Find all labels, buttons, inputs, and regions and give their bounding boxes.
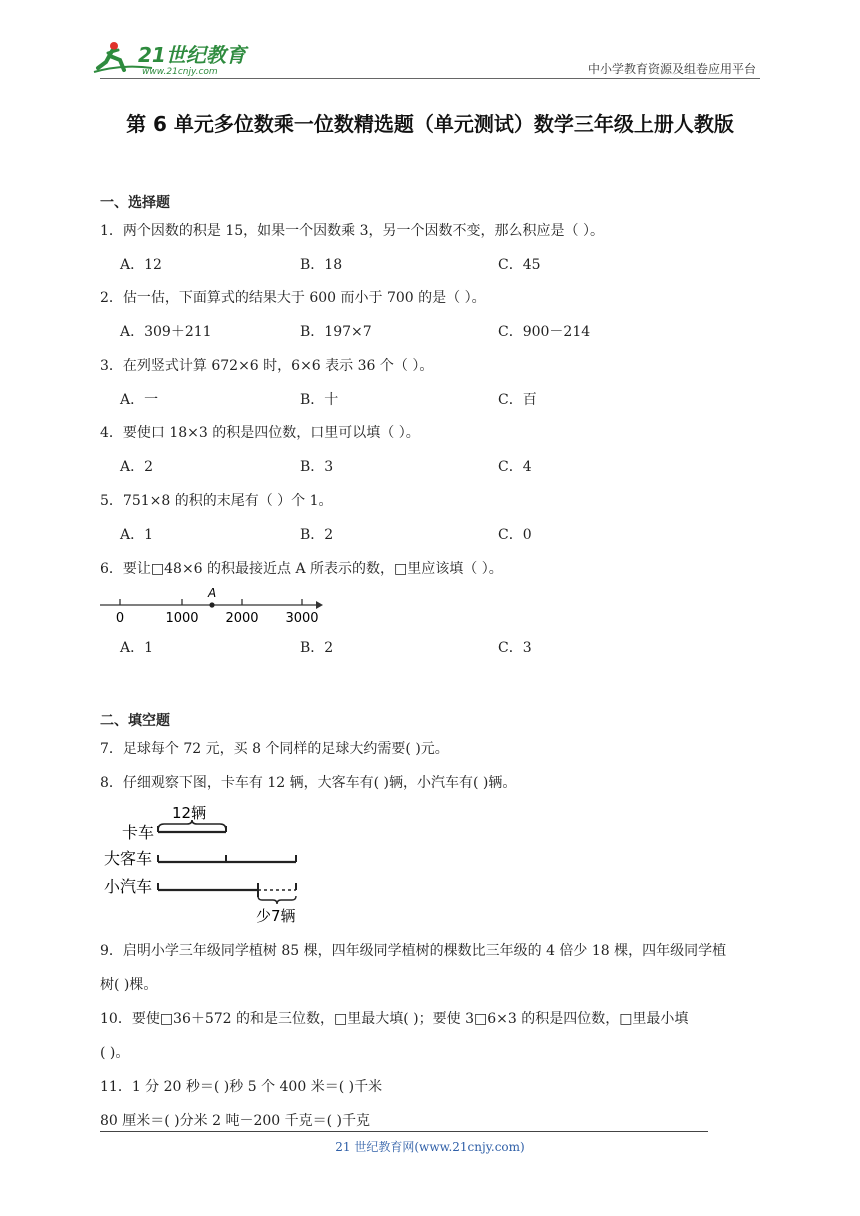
diagram-row-truck: 卡车 bbox=[122, 823, 155, 842]
section-heading-fill: 二、填空题 bbox=[100, 713, 170, 729]
question-4: 4．要使口 18×3 的积是四位数，口里可以填（ ）。 bbox=[100, 425, 420, 441]
question-1-option-b[interactable]: B．18 bbox=[300, 257, 343, 273]
tick-label-1000: 1000 bbox=[165, 611, 199, 626]
question-5-option-a[interactable]: A．1 bbox=[120, 527, 154, 543]
diagram-row-car: 小汽车 bbox=[104, 877, 153, 896]
segment-diagram bbox=[100, 798, 320, 928]
tick-label-2000: 2000 bbox=[225, 611, 259, 626]
question-4-option-c[interactable]: C．4 bbox=[498, 459, 532, 475]
arrow-icon bbox=[316, 601, 323, 609]
top-brace bbox=[158, 820, 226, 830]
question-5-option-b[interactable]: B．2 bbox=[300, 527, 334, 543]
section-heading-choice: 一、选择题 bbox=[100, 195, 170, 211]
diagram-row-bus: 大客车 bbox=[104, 849, 153, 868]
question-6-option-a[interactable]: A．1 bbox=[120, 640, 154, 656]
question-3-option-a[interactable]: A．一 bbox=[120, 392, 159, 408]
point-a-label: A bbox=[208, 586, 217, 600]
question-2-option-a[interactable]: A．309＋211 bbox=[120, 324, 212, 340]
question-10-line-1: 10．要使□36＋572 的和是三位数，□里最大填( )；要使 3□6×3 的积是四位数，□里最小填 bbox=[100, 1011, 689, 1027]
question-4-option-a[interactable]: A．2 bbox=[120, 459, 154, 475]
question-6-option-b[interactable]: B．2 bbox=[300, 640, 334, 656]
point-a bbox=[209, 602, 214, 607]
question-2: 2．估一估，下面算式的结果大于 600 而小于 700 的是（ ）。 bbox=[100, 290, 486, 306]
question-9-line-2: 树( )棵。 bbox=[100, 977, 158, 993]
question-11-line-1: 11．1 分 20 秒＝( )秒 5 个 400 米＝( )千米 bbox=[100, 1079, 383, 1095]
logo bbox=[92, 38, 262, 78]
question-10-line-2: ( )。 bbox=[100, 1045, 130, 1061]
logo-url: www.21cnjy.com bbox=[142, 67, 218, 77]
header-divider bbox=[100, 78, 760, 79]
question-8: 8．仔细观察下图，卡车有 12 辆，大客车有( )辆，小汽车有( )辆。 bbox=[100, 775, 517, 791]
question-3: 3．在列竖式计算 672×6 时，6×6 表示 36 个（ ）。 bbox=[100, 358, 434, 374]
question-11-line-2: 80 厘米＝( )分米 2 吨－200 千克＝( )千克 bbox=[100, 1113, 370, 1129]
question-6-option-c[interactable]: C．3 bbox=[498, 640, 532, 656]
page-header bbox=[0, 0, 860, 80]
question-4-option-b[interactable]: B．3 bbox=[300, 459, 334, 475]
number-line bbox=[100, 584, 330, 628]
question-5-option-c[interactable]: C．0 bbox=[498, 527, 532, 543]
question-1: 1．两个因数的积是 15，如果一个因数乘 3，另一个因数不变，那么积应是（ ）。 bbox=[100, 223, 604, 239]
question-5: 5．751×8 的积的末尾有（ ）个 1。 bbox=[100, 493, 333, 509]
page-title: 第 6 单元多位数乘一位数精选题（单元测试）数学三年级上册人教版 bbox=[126, 112, 734, 136]
diagram-bottom-label: 少7辆 bbox=[256, 907, 296, 925]
diagram-top-label: 12辆 bbox=[172, 804, 207, 822]
header-platform-text: 中小学教育资源及组卷应用平台 bbox=[587, 62, 756, 76]
question-7: 7．足球每个 72 元，买 8 个同样的足球大约需要( )元。 bbox=[100, 741, 449, 757]
question-2-option-c[interactable]: C．900－214 bbox=[498, 324, 591, 340]
question-9-line-1: 9．启明小学三年级同学植树 85 棵，四年级同学植树的棵数比三年级的 4 倍少 18 棵，四年级同学植 bbox=[100, 943, 727, 959]
question-3-option-b[interactable]: B．十 bbox=[300, 392, 339, 408]
tick-label-0: 0 bbox=[115, 611, 125, 626]
footer-text[interactable]: 21 世纪教育网(www.21cnjy.com) bbox=[335, 1140, 525, 1154]
question-6: 6．要让□48×6 的积最接近点 A 所表示的数，□里应该填（ ）。 bbox=[100, 561, 503, 577]
bottom-brace bbox=[258, 896, 296, 904]
tick-label-3000: 3000 bbox=[285, 611, 319, 626]
logo-text: 21世纪教育 bbox=[138, 43, 246, 67]
question-1-option-a[interactable]: A．12 bbox=[120, 257, 162, 273]
question-3-option-c[interactable]: C．百 bbox=[498, 392, 537, 408]
question-1-option-c[interactable]: C．45 bbox=[498, 257, 541, 273]
question-2-option-b[interactable]: B．197×7 bbox=[300, 324, 372, 340]
footer-divider bbox=[100, 1131, 708, 1132]
